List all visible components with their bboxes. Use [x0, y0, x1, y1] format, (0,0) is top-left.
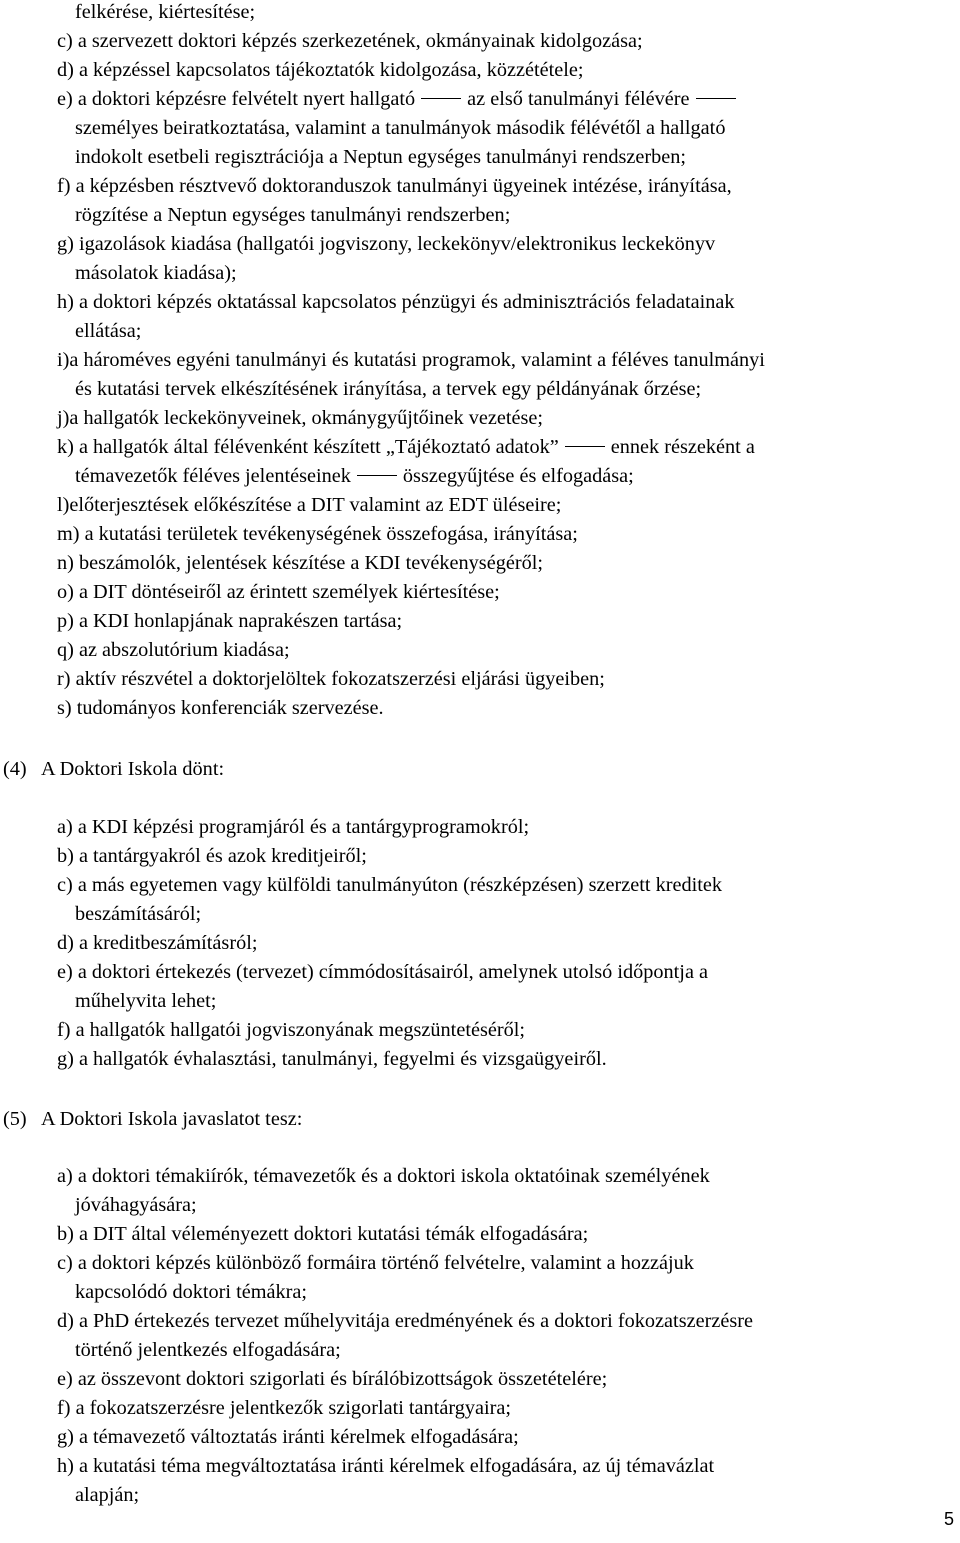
list-item: r) aktív részvétel a doktorjelöltek fokozatszerzési eljárási ügyeiben; — [57, 668, 605, 690]
list-item-text: összegyűjtése és elfogadása; — [402, 465, 634, 487]
list-item: c) a szervezett doktori képzés szerkezetének, okmányainak kidolgozása; — [57, 30, 643, 52]
em-dash — [696, 98, 736, 99]
list-item: i)a hároméves egyéni tanulmányi és kutatási programok, valamint a féléves tanulmányi — [57, 349, 765, 371]
list-item-text: témavezetők féléves jelentéseinek — [75, 465, 351, 487]
list-item: f) a hallgatók hallgatói jogviszonyának megszüntetéséről; — [57, 1019, 526, 1041]
list-item: b) a tantárgyakról és azok kreditjeiről; — [57, 845, 367, 867]
list-item: e) az összevont doktori szigorlati és bírálóbizottságok összetételére; — [57, 1368, 608, 1390]
em-dash — [565, 446, 605, 447]
list-item: p) a KDI honlapjának naprakészen tartása; — [57, 610, 403, 632]
list-item: o) a DIT döntéseiről az érintett személyek kiértesítése; — [57, 581, 500, 603]
list-item: alapján; — [75, 1484, 140, 1506]
list-item: q) az abszolutórium kiadása; — [57, 639, 290, 661]
section-heading-5 — [3, 1107, 302, 1131]
list-item: másolatok kiadása); — [75, 262, 237, 284]
list-item: történő jelentkezés elfogadására; — [75, 1339, 341, 1361]
list-item: műhelyvita lehet; — [75, 990, 217, 1012]
list-item: m) a kutatási területek tevékenységének összefogása, irányítása; — [57, 523, 578, 545]
list-item: jóváhagyására; — [75, 1194, 197, 1216]
list-item: d) a PhD értekezés tervezet műhelyvitája eredményének és a doktori fokozatszerzésre — [57, 1310, 753, 1332]
list-item: c) a doktori képzés különböző formáira történő felvételre, valamint a hozzájuk — [57, 1252, 694, 1274]
list-item-text: az első tanulmányi félévére — [467, 88, 690, 110]
em-dash — [421, 98, 461, 99]
list-item — [57, 87, 742, 111]
list-item: f) a képzésben résztvevő doktoranduszok tanulmányi ügyeinek intézése, irányítása, — [57, 175, 732, 197]
list-item: indokolt esetbeli regisztrációja a Neptun egységes tanulmányi rendszerben; — [75, 146, 687, 168]
list-item: személyes beiratkoztatása, valamint a tanulmányok második félévétől a hallgató — [75, 117, 726, 139]
list-item: j)a hallgatók leckekönyveinek, okmánygyűjtőinek vezetése; — [57, 407, 544, 429]
list-item: c) a más egyetemen vagy külföldi tanulmányúton (részképzésen) szerzett kreditek — [57, 874, 723, 896]
list-item: és kutatási tervek elkészítésének irányítása, a tervek egy példányának őrzése; — [75, 378, 702, 400]
list-item: rögzítése a Neptun egységes tanulmányi rendszerben; — [75, 204, 511, 226]
list-item: n) beszámolók, jelentések készítése a KDI tevékenységéről; — [57, 552, 543, 574]
section-number: (4) — [3, 758, 27, 780]
list-item: a) a KDI képzési programjáról és a tantárgyprogramokról; — [57, 816, 530, 838]
section-heading-4 — [3, 757, 224, 781]
section-title: A Doktori Iskola javaslatot tesz: — [41, 1108, 303, 1130]
list-item-text: e) a doktori képzésre felvételt nyert hallgató — [57, 88, 416, 110]
section-number: (5) — [3, 1108, 27, 1130]
list-item: g) a hallgatók évhalasztási, tanulmányi, fegyelmi és vizsgaügyeiről. — [57, 1048, 607, 1070]
list-item: beszámításáról; — [75, 903, 202, 925]
list-item: h) a doktori képzés oktatással kapcsolatos pénzügyi és adminisztrációs feladatainak — [57, 291, 735, 313]
list-item — [75, 464, 634, 488]
list-item: g) a témavezető változtatás iránti kérelmek elfogadására; — [57, 1426, 519, 1448]
list-item-text: ennek részeként a — [610, 436, 755, 458]
list-item: d) a kreditbeszámításról; — [57, 932, 258, 954]
list-item: g) igazolások kiadása (hallgatói jogviszony, leckekönyv/elektronikus leckekönyv — [57, 233, 716, 255]
list-item: ellátása; — [75, 320, 142, 342]
list-item: felkérése, kiértesítése; — [75, 1, 256, 23]
list-item: e) a doktori értekezés (tervezet) címmódosításairól, amelynek utolsó időpontja a — [57, 961, 709, 983]
list-item: l)előterjesztések előkészítése a DIT valamint az EDT üléseire; — [57, 494, 562, 516]
list-item: d) a képzéssel kapcsolatos tájékoztatók kidolgozása, közzététele; — [57, 59, 584, 81]
list-item: b) a DIT által véleményezett doktori kutatási témák elfogadására; — [57, 1223, 589, 1245]
list-item: h) a kutatási téma megváltoztatása iránti kérelmek elfogadására, az új témavázlat — [57, 1455, 715, 1477]
em-dash — [357, 475, 397, 476]
section-title: A Doktori Iskola dönt: — [41, 758, 225, 780]
list-item: kapcsolódó doktori témákra; — [75, 1281, 308, 1303]
list-item: s) tudományos konferenciák szervezése. — [57, 697, 384, 719]
list-item-text: k) a hallgatók által félévenként készített „Tájékoztató adatok” — [57, 436, 559, 458]
page-number: 5 — [943, 1509, 954, 1529]
list-item — [57, 435, 755, 459]
list-item: a) a doktori témakiírók, témavezetők és a doktori iskola oktatóinak személyének — [57, 1165, 710, 1187]
list-item: f) a fokozatszerzésre jelentkezők szigorlati tantárgyaira; — [57, 1397, 512, 1419]
